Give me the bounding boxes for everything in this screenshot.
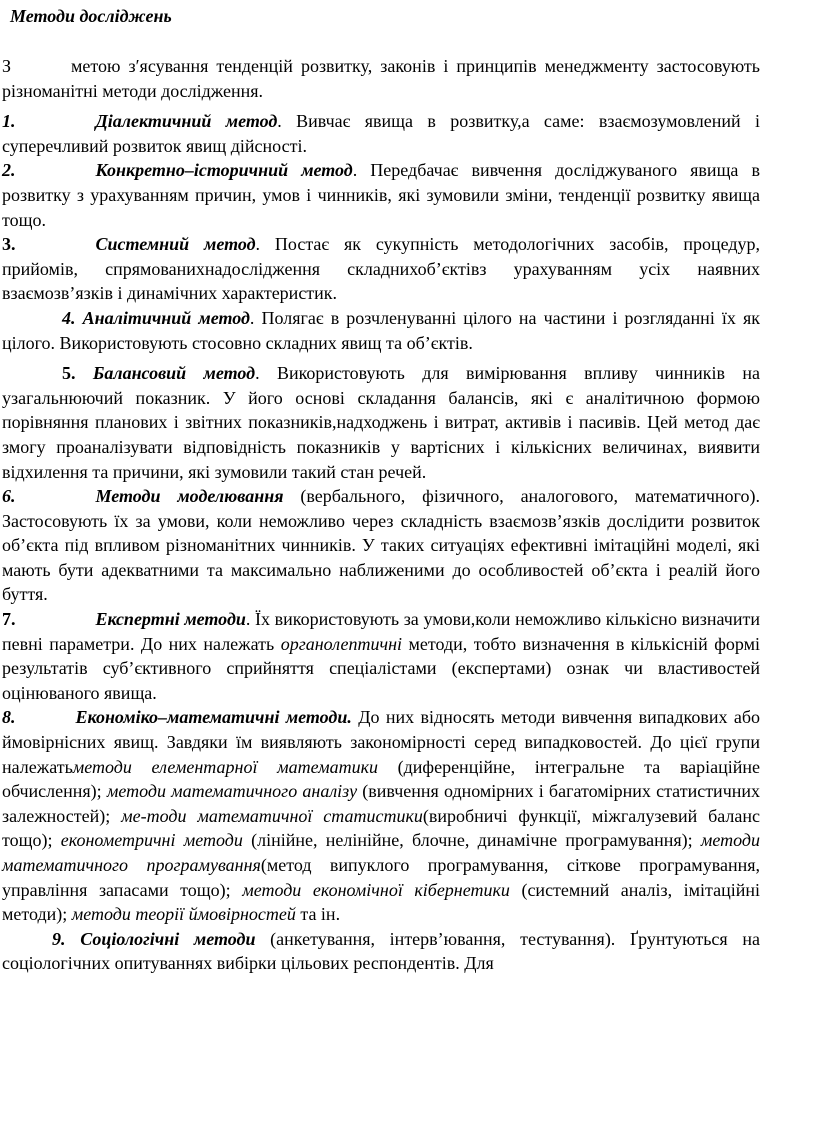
method-6-name: Методи моделювання (95, 486, 284, 507)
method-8-text-4: (виробничі функції, міжгалузевий баланс тощо); (2, 805, 760, 851)
method-8-italic-2: методи математичного аналізу (106, 781, 358, 802)
method-8-italic-7: методи теорії ймовірностей (71, 904, 296, 925)
method-8-text-5: (лінійне, нелінійне, блочне, динамічне програмування); (242, 830, 701, 851)
method-7-text-a: . Їх використовують за умови,коли неможливо кількісно визначити певні параметри. До них належать (2, 609, 760, 654)
method-9-number: 9. (52, 928, 66, 949)
method-9-text: (анкетування, інтерв’ювання, тестування). Ґрунтуються на соціологічних опитуваннях вибірки цільових респондентів. Для (2, 928, 760, 974)
method-1-text: . Вивчає явища в розвитку,а саме: взаємозумовлений і суперечливий розвиток явищ дійсності. (2, 111, 760, 156)
method-4-text: . Полягає в розчленуванні цілого на частини і розгляданні їх як цілого. Використовують стосовно складних явищ та об’єктів. (2, 307, 760, 353)
page-title: Методи досліджень (10, 6, 172, 26)
method-8-text-6: (метод випуклого програмування, сіткове програмування, управління запасами тощо); (2, 855, 760, 900)
intro-text: метою з′ясування тенденцій розвитку, законів і принципів менеджменту застосовують різноманітні методи дослідження. (2, 56, 760, 101)
method-9-paragraph (2, 927, 760, 976)
method-8-italic-6: методи економічної кібернетики (242, 879, 510, 900)
method-7-italic: органолептичні (280, 633, 402, 654)
method-8-text-1: До них відносять методи вивчення випадкових або ймовірнісних явищ. Завдяки їм виявляють закономірності серед випадковостей. До цієї групи належать (2, 707, 760, 777)
method-8-paragraph (2, 705, 760, 926)
method-5-text: . Використовують для вимірювання впливу чинників на узагальнюючий показник. У його основі складання балансів, які є аналітичною формою порівняння планових і звітних показників,надходжень і витрат, активів і пасивів. Цей метод дає змогу проаналізувати відповідність показників у вартісних і кількісних величинах, виявити відхилення та причини, які зумовили такий стан речей. (2, 363, 760, 482)
method-3-paragraph (2, 232, 760, 306)
method-1-number: 1. (2, 111, 16, 132)
method-6-number: 6. (2, 486, 16, 507)
method-7-name: Експертні методи (95, 609, 246, 630)
method-1-paragraph (2, 109, 760, 158)
method-3-number: 3. (2, 234, 16, 255)
method-8-italic-1: методи елементарної математики (72, 756, 379, 777)
method-7-paragraph (2, 607, 760, 705)
method-9-name: Соціологічні методи (80, 928, 256, 949)
method-5-paragraph (2, 361, 760, 484)
method-4-number: 4. (62, 307, 76, 328)
method-8-italic-3: ме-тоди математичної статистики (121, 805, 423, 826)
method-2-name: Конкретно–історичний метод (95, 160, 353, 181)
method-5-name: Балансовий метод (92, 363, 256, 384)
method-8-text-8: та ін. (295, 904, 341, 925)
method-8-name: Економіко–математичні методи. (75, 707, 352, 728)
method-4-paragraph (2, 306, 760, 355)
method-8-italic-5: методи математичного програмування (2, 830, 760, 875)
method-6-paragraph (2, 484, 760, 607)
method-8-text-2: (диференційне, інтегральне та варіаційне обчислення); (2, 756, 760, 802)
method-1-name: Діалектичний метод (95, 111, 278, 132)
method-2-text: . Передбачає вивчення досліджуваного явища в розвитку з урахуванням причин, умов і чинників, які зумовили зміни, тенденції розвитку явища тощо. (2, 160, 760, 230)
intro-first-word: З (2, 56, 12, 76)
method-8-text-7: (системний аналіз, імітаційні методи); (2, 879, 760, 925)
method-7-text-b: методи, тобто визначення в кількісній формі результатів суб’єктивного сприйняття спеціалістами (експертами) ознак чи властивостей оцінюваного явища. (2, 633, 761, 703)
method-7-number: 7. (2, 609, 16, 630)
method-2-paragraph (2, 158, 760, 232)
method-3-text: . Постає як сукупність методологічних засобів, процедур, прийомів, спрямованихнадослідження складнихоб’єктівз урахуванням усіх наявних взаємозв’язків і динамічних характеристик. (2, 234, 760, 304)
method-3-name: Системний метод (95, 234, 256, 255)
method-2-number: 2. (2, 160, 16, 181)
method-8-italic-4: економетричні методи (60, 830, 243, 851)
method-4-name: Аналітичний метод (82, 307, 250, 328)
method-6-text: (вербального, фізичного, аналогового, математичного). Застосовують їх за умови, коли неможливо через складність взаємозв’язків дослідити розвиток об’єкта під впливом різноманітних чинників. У таких ситуаціях ефективні імітаційні моделі, які мають бути адекватними та максимально наближеними до особливостей об’єкта і реалій його буття. (2, 486, 760, 605)
method-8-text-3: (вивчення одномірних і багатомірних статистичних залежностей); (2, 781, 761, 826)
method-5-number: 5. (62, 363, 76, 384)
method-8-number: 8. (2, 707, 16, 728)
intro-paragraph (2, 54, 760, 103)
